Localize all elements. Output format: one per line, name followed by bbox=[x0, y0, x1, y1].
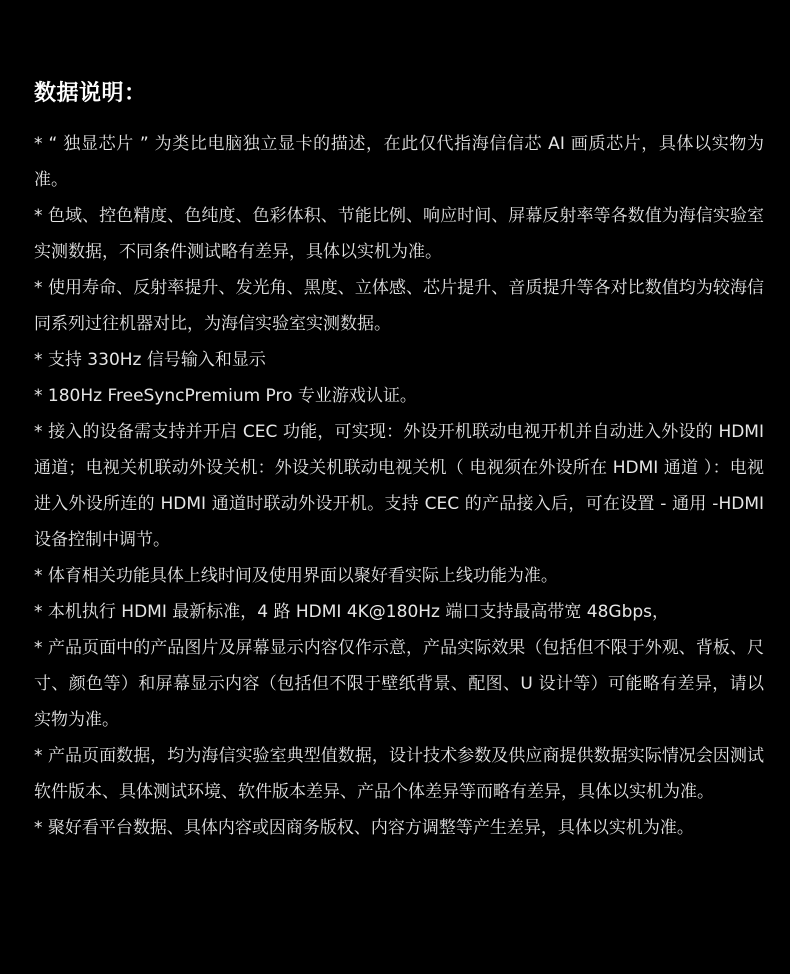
note-item: * 接入的设备需支持并开启 CEC 功能，可实现：外设开机联动电视开机并自动进入外设的 HDMI 通道；电视关机联动外设关机：外设关机联动电视关机（ 电视须在外设所在 HDMI 通道 ）：电视进入外设所连的 HDMI 通道时联动外设开机。支持 CEC 的产品接入后，可在设置 - 通用 -HDMI 设备控制中调节。 bbox=[34, 422, 764, 550]
note-item: * 色域、控色精度、色纯度、色彩体积、节能比例、响应时间、屏幕反射率等各数值为海信实验室实测数据，不同条件测试略有差异，具体以实机为准。 bbox=[34, 206, 764, 262]
note-item: * 180Hz FreeSyncPremium Pro 专业游戏认证。 bbox=[34, 386, 417, 406]
note-item: * 体育相关功能具体上线时间及使用界面以聚好看实际上线功能为准。 bbox=[34, 566, 558, 586]
note-item: * 聚好看平台数据、具体内容或因商务版权、内容方调整等产生差异，具体以实机为准。 bbox=[34, 818, 694, 838]
note-item: * 使用寿命、反射率提升、发光角、黑度、立体感、芯片提升、音质提升等各对比数值均为较海信同系列过往机器对比，为海信实验室实测数据。 bbox=[34, 278, 764, 334]
data-notes-section bbox=[34, 76, 764, 846]
notes-list bbox=[34, 126, 764, 846]
note-item: * 支持 330Hz 信号输入和显示 bbox=[34, 350, 266, 370]
note-item: * 产品页面中的产品图片及屏幕显示内容仅作示意，产品实际效果（包括但不限于外观、背板、尺寸、颜色等）和屏幕显示内容（包括但不限于壁纸背景、配图、U 设计等）可能略有差异，请以实物为准。 bbox=[34, 638, 764, 730]
note-item: * “ 独显芯片 ” 为类比电脑独立显卡的描述，在此仅代指海信信芯 AI 画质芯片，具体以实物为准。 bbox=[34, 134, 764, 190]
section-title: 数据说明： bbox=[34, 81, 147, 106]
note-item: * 本机执行 HDMI 最新标准，4 路 HDMI 4K@180Hz 端口支持最高带宽 48Gbps， bbox=[34, 602, 670, 622]
note-item: * 产品页面数据，均为海信实验室典型值数据，设计技术参数及供应商提供数据实际情况会因测试软件版本、具体测试环境、软件版本差异、产品个体差异等而略有差异，具体以实机为准。 bbox=[34, 746, 764, 802]
